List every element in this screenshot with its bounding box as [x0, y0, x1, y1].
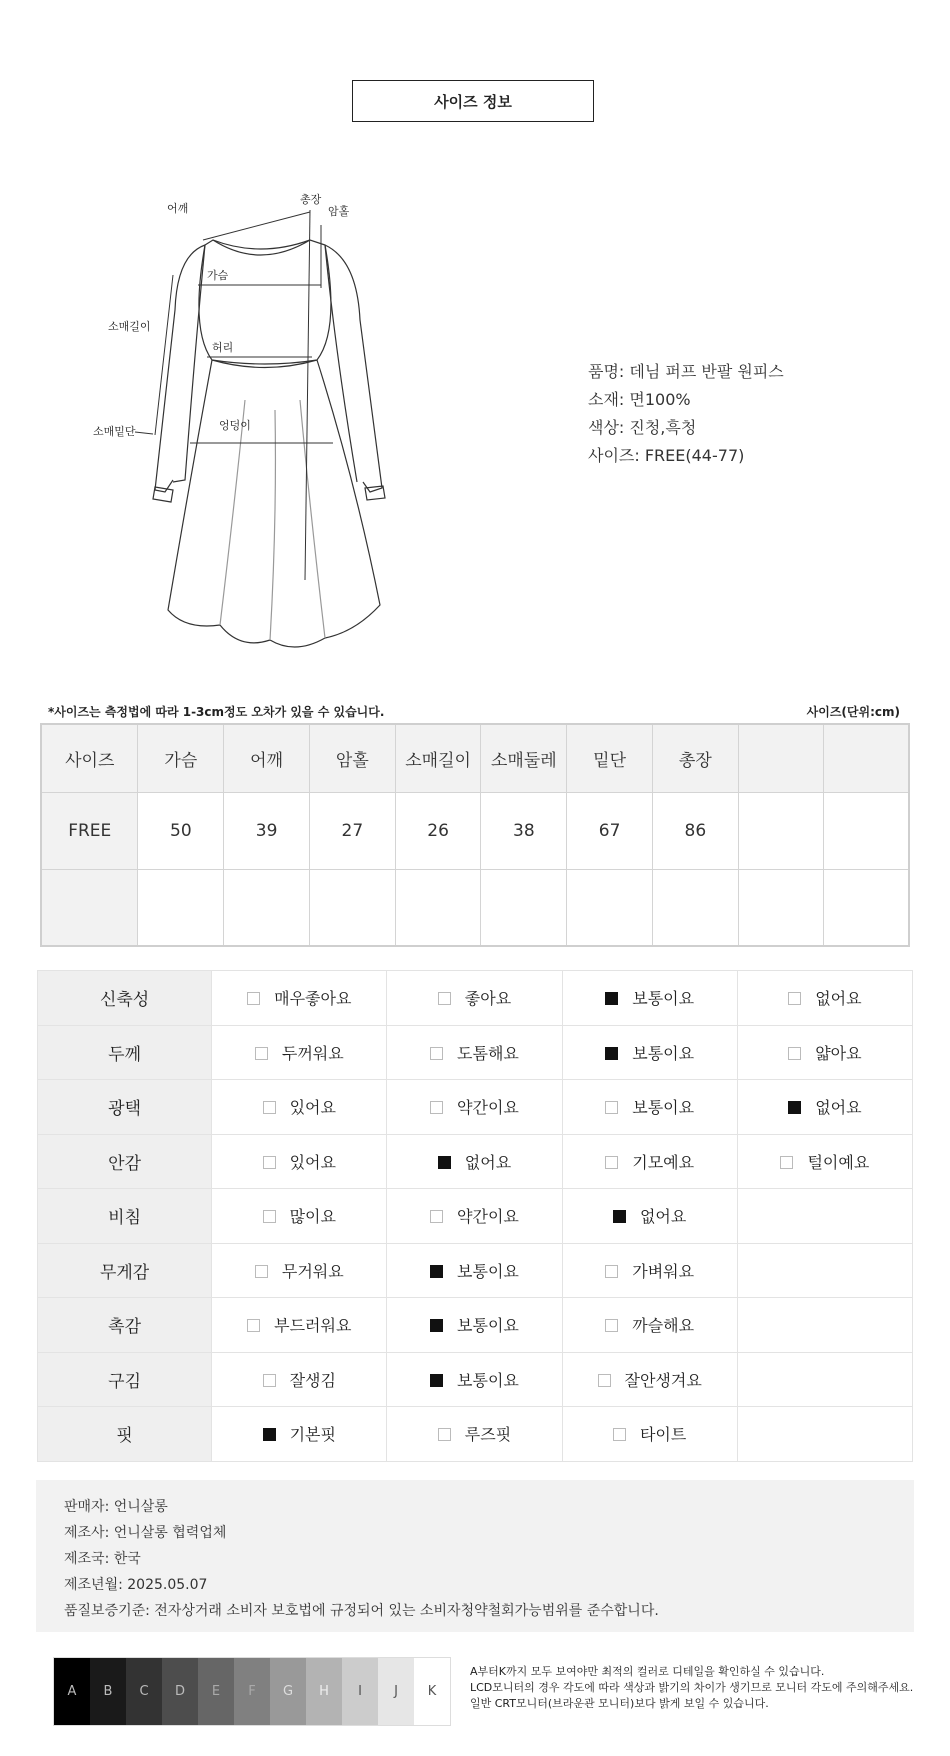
feature-option [387, 1189, 562, 1244]
color-swatch: E [198, 1658, 234, 1725]
feature-option [212, 1189, 387, 1244]
feature-option-label: 있어요 [289, 1098, 336, 1118]
label-sleeve-length: 소매길이 [108, 320, 151, 333]
feature-label: 광택 [38, 1080, 212, 1135]
table-cell [481, 869, 567, 946]
feature-option [387, 1407, 562, 1462]
unchecked-box-icon [247, 1319, 260, 1332]
monitor-note [470, 1664, 913, 1712]
feature-row [38, 1134, 913, 1189]
checked-box-icon [605, 1047, 618, 1060]
seller: 판매자: 언니살롱 [64, 1499, 168, 1515]
feature-label: 핏 [38, 1407, 212, 1462]
size-table [40, 723, 910, 947]
color-swatch: B [90, 1658, 126, 1725]
header-cell: 소매둘레 [481, 724, 567, 792]
feature-option-label: 없어요 [815, 989, 862, 1009]
checked-box-icon [430, 1374, 443, 1387]
checked-box-icon [430, 1319, 443, 1332]
unchecked-box-icon [255, 1047, 268, 1060]
feature-row [38, 1025, 913, 1080]
table-cell [738, 869, 823, 946]
feature-option [737, 971, 912, 1026]
page-title: 사이즈 정보 [352, 80, 594, 122]
feature-option-label: 있어요 [289, 1152, 336, 1172]
feature-option [737, 1080, 912, 1135]
color-swatch: A [54, 1658, 90, 1725]
size-disclaimer: *사이즈는 측정법에 따라 1-3cm정도 오차가 있을 수 있습니다. [48, 705, 385, 719]
header-cell: 사이즈 [41, 724, 138, 792]
unchecked-box-icon [605, 1101, 618, 1114]
color-swatch: I [342, 1658, 378, 1725]
table-cell: 50 [138, 792, 224, 869]
feature-option-label: 잘안생겨요 [624, 1370, 702, 1390]
seller-info [36, 1480, 914, 1632]
feature-option-label: 보통이요 [632, 1098, 695, 1118]
feature-option [212, 1243, 387, 1298]
unchecked-box-icon [605, 1319, 618, 1332]
label-hip: 엉덩이 [219, 419, 251, 432]
feature-option-label: 보통이요 [632, 1043, 695, 1063]
feature-option [562, 1134, 737, 1189]
checked-box-icon [605, 992, 618, 1005]
unchecked-box-icon [247, 992, 260, 1005]
label-armhole: 암홀 [328, 205, 350, 218]
label-cuff: 소매밑단 [93, 425, 136, 438]
header-cell: 가슴 [138, 724, 224, 792]
warranty: 품질보증기준: 전자상거래 소비자 보호법에 규정되어 있는 소비자청약철회가능범위를 준수합니다. [64, 1603, 659, 1619]
monitor-note-line: LCD모니터의 경우 각도에 따라 색상과 밝기의 차이가 생기므로 모니터 각도에 주의해주세요. [470, 1681, 914, 1694]
feature-option-label: 도톰해요 [457, 1043, 519, 1063]
feature-option [562, 1352, 737, 1407]
feature-option [562, 1407, 737, 1462]
table-cell: 39 [224, 792, 310, 869]
unchecked-box-icon [263, 1374, 276, 1387]
table-cell [224, 869, 310, 946]
unchecked-box-icon [430, 1047, 443, 1060]
feature-option-label: 보통이요 [632, 989, 695, 1009]
spec-material: 소재: 면100% [588, 390, 691, 409]
color-swatch: H [306, 1658, 342, 1725]
unchecked-box-icon [263, 1210, 276, 1223]
unchecked-box-icon [430, 1210, 443, 1223]
spec-size: 사이즈: FREE(44-77) [588, 446, 745, 465]
feature-option [562, 1080, 737, 1135]
label-waist: 허리 [212, 341, 234, 354]
table-cell: 67 [567, 792, 653, 869]
color-swatch: G [270, 1658, 306, 1725]
feature-label: 무게감 [38, 1243, 212, 1298]
table-cell [309, 869, 395, 946]
feature-option [562, 1025, 737, 1080]
maker: 제조사: 언니살롱 협력업체 [64, 1525, 227, 1541]
unchecked-box-icon [263, 1156, 276, 1169]
checked-box-icon [263, 1428, 276, 1441]
feature-option-label: 무거워요 [281, 1261, 344, 1281]
feature-label: 두께 [38, 1025, 212, 1080]
monitor-calibration-swatches [53, 1657, 451, 1726]
feature-option [212, 1352, 387, 1407]
feature-option [387, 1134, 562, 1189]
table-row [41, 792, 909, 869]
feature-option [737, 1025, 912, 1080]
color-swatch: F [234, 1658, 270, 1725]
country: 제조국: 한국 [64, 1551, 141, 1567]
feature-label: 비침 [38, 1189, 212, 1244]
feature-option [387, 1080, 562, 1135]
feature-option [737, 1298, 912, 1353]
feature-option-label: 없어요 [639, 1207, 687, 1227]
fabric-features-table [37, 970, 913, 1462]
dress-measurement-diagram [93, 193, 425, 670]
size-unit-note: 사이즈(단위:cm) [806, 705, 900, 719]
feature-label: 신축성 [38, 971, 212, 1026]
table-cell [138, 869, 224, 946]
header-cell [738, 724, 823, 792]
feature-option [387, 1352, 562, 1407]
unchecked-box-icon [780, 1156, 793, 1169]
header-cell: 소매길이 [395, 724, 481, 792]
feature-option [212, 1080, 387, 1135]
feature-row [38, 1189, 913, 1244]
table-cell [824, 792, 909, 869]
spec-color: 색상: 진청,흑청 [588, 418, 697, 437]
feature-option-label: 얇아요 [815, 1043, 862, 1063]
feature-option [562, 1189, 737, 1244]
feature-option-label: 보통이요 [457, 1316, 519, 1336]
unchecked-box-icon [430, 1101, 443, 1114]
feature-option [212, 1134, 387, 1189]
dress-illustration [93, 193, 425, 670]
feature-option-label: 보통이요 [457, 1261, 519, 1281]
table-cell: 38 [481, 792, 567, 869]
table-row [41, 869, 909, 946]
feature-option [737, 1134, 912, 1189]
feature-option [387, 1298, 562, 1353]
unchecked-box-icon [598, 1374, 611, 1387]
table-cell [738, 792, 823, 869]
checked-box-icon [438, 1156, 451, 1169]
color-swatch: C [126, 1658, 162, 1725]
spec-name: 품명: 데님 퍼프 반팔 원피스 [588, 362, 784, 381]
feature-option-label: 없어요 [464, 1152, 512, 1172]
table-cell [41, 869, 138, 946]
feature-option [212, 971, 387, 1026]
feature-option [562, 1243, 737, 1298]
header-cell: 어깨 [224, 724, 310, 792]
feature-option-label: 기모예요 [632, 1152, 695, 1172]
feature-option [737, 1243, 912, 1298]
monitor-note-line: A부터K까지 모두 보여야만 최적의 컬러로 디테일을 확인하실 수 있습니다. [470, 1665, 825, 1678]
feature-option-label: 부드러워요 [274, 1316, 352, 1336]
header-cell: 밑단 [567, 724, 653, 792]
feature-option-label: 약간이요 [457, 1098, 519, 1118]
feature-option-label: 많이요 [289, 1207, 336, 1227]
feature-option [737, 1352, 912, 1407]
feature-option [562, 1298, 737, 1353]
feature-option-label: 까슬해요 [632, 1316, 695, 1336]
feature-row [38, 1407, 913, 1462]
unchecked-box-icon [788, 1047, 801, 1060]
feature-option-label: 약간이요 [457, 1207, 519, 1227]
feature-option-label: 털이예요 [807, 1152, 870, 1172]
label-shoulder: 어깨 [167, 202, 189, 215]
checked-box-icon [613, 1210, 626, 1223]
label-length: 총장 [300, 193, 322, 206]
feature-row [38, 971, 913, 1026]
feature-option-label: 기본핏 [289, 1425, 336, 1445]
unchecked-box-icon [255, 1265, 268, 1278]
table-cell [652, 869, 738, 946]
unchecked-box-icon [438, 1428, 451, 1441]
unchecked-box-icon [263, 1101, 276, 1114]
feature-option [212, 1407, 387, 1462]
feature-option-label: 타이트 [639, 1425, 687, 1445]
color-swatch: D [162, 1658, 198, 1725]
feature-option [387, 1025, 562, 1080]
unchecked-box-icon [605, 1156, 618, 1169]
feature-option-label: 좋아요 [464, 989, 512, 1009]
unchecked-box-icon [613, 1428, 626, 1441]
feature-option [737, 1189, 912, 1244]
size-table-header [41, 724, 909, 792]
table-cell [567, 869, 653, 946]
table-cell: 26 [395, 792, 481, 869]
feature-row [38, 1080, 913, 1135]
table-cell: 27 [309, 792, 395, 869]
feature-option-label: 없어요 [815, 1098, 862, 1118]
label-chest: 가슴 [207, 269, 229, 282]
feature-label: 촉감 [38, 1298, 212, 1353]
unchecked-box-icon [605, 1265, 618, 1278]
header-cell [824, 724, 909, 792]
feature-option-label: 매우좋아요 [274, 989, 352, 1009]
feature-option [212, 1298, 387, 1353]
table-cell: 86 [652, 792, 738, 869]
feature-option-label: 잘생김 [289, 1370, 336, 1390]
feature-option-label: 보통이요 [457, 1370, 519, 1390]
feature-row [38, 1352, 913, 1407]
feature-row [38, 1243, 913, 1298]
feature-option-label: 가벼워요 [632, 1261, 695, 1281]
feature-option [562, 971, 737, 1026]
checked-box-icon [430, 1265, 443, 1278]
monitor-note-line: 일반 CRT모니터(브라운관 모니터)보다 밝게 보일 수 있습니다. [470, 1697, 769, 1710]
feature-option [387, 971, 562, 1026]
feature-label: 구김 [38, 1352, 212, 1407]
unchecked-box-icon [438, 992, 451, 1005]
table-cell: FREE [41, 792, 138, 869]
header-cell: 암홀 [309, 724, 395, 792]
checked-box-icon [788, 1101, 801, 1114]
feature-option [737, 1407, 912, 1462]
product-spec [588, 358, 784, 470]
unchecked-box-icon [788, 992, 801, 1005]
header-cell: 총장 [652, 724, 738, 792]
color-swatch: J [378, 1658, 414, 1725]
feature-option-label: 두꺼워요 [281, 1043, 344, 1063]
feature-label: 안감 [38, 1134, 212, 1189]
feature-option [212, 1025, 387, 1080]
feature-option [387, 1243, 562, 1298]
table-cell [395, 869, 481, 946]
table-cell [824, 869, 909, 946]
feature-option-label: 루즈핏 [464, 1425, 512, 1445]
feature-row [38, 1298, 913, 1353]
color-swatch: K [414, 1658, 450, 1725]
manufacture-date: 제조년월: 2025.05.07 [64, 1577, 208, 1593]
